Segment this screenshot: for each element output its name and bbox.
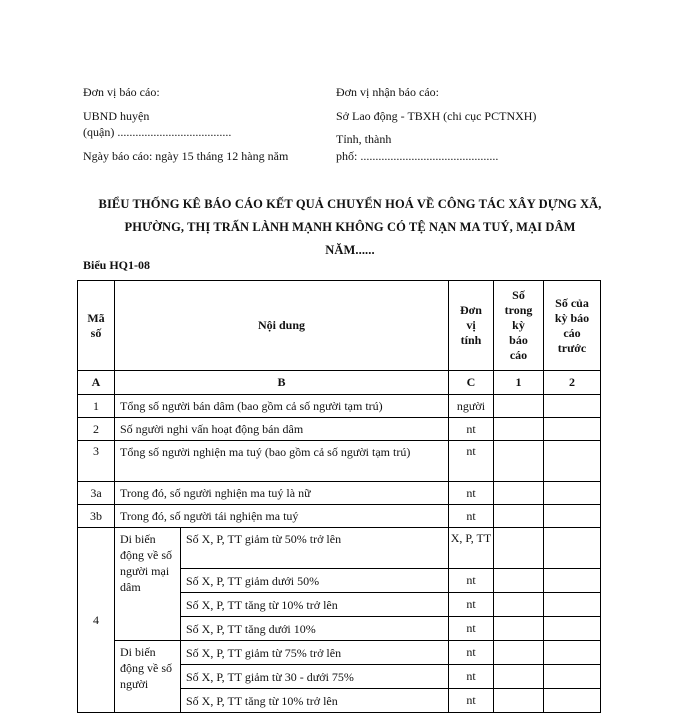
- group-sub2-label: Di biến động về số người: [115, 641, 181, 713]
- header-code: Mã số: [78, 281, 115, 371]
- table-row: [78, 505, 601, 528]
- row-content: Số X, P, TT tăng từ 10% trở lên: [181, 593, 449, 617]
- row-current-value[interactable]: [494, 441, 544, 482]
- table-row: [78, 528, 601, 569]
- letter-unit: C: [449, 371, 494, 395]
- letter-content: B: [115, 371, 449, 395]
- row-previous-value[interactable]: [544, 689, 601, 713]
- row-previous-value[interactable]: [544, 617, 601, 641]
- row-content: Số X, P, TT tăng từ 10% trở lên: [181, 689, 449, 713]
- header-previous: Số của kỳ báo cáo trước: [544, 281, 601, 371]
- row-unit: nt: [449, 641, 494, 665]
- row-current-value[interactable]: [494, 482, 544, 505]
- row-unit: nt: [449, 482, 494, 505]
- row-current-value[interactable]: [494, 593, 544, 617]
- group-code: 4: [78, 528, 115, 713]
- row-previous-value[interactable]: [544, 528, 601, 569]
- group-sub1-label: Di biến động về số người mại dâm: [115, 528, 181, 641]
- row-current-value[interactable]: [494, 395, 544, 418]
- row-code: 3: [78, 441, 115, 482]
- receiver-unit: Sở Lao động - TBXH (chi cục PCTNXH): [336, 109, 537, 123]
- row-content: Số X, P, TT giảm từ 30 - dưới 75%: [181, 665, 449, 689]
- row-previous-value[interactable]: [544, 482, 601, 505]
- row-code: 2: [78, 418, 115, 441]
- row-content: Trong đó, số người nghiện ma tuý là nữ: [115, 482, 449, 505]
- letter-current: 1: [494, 371, 544, 395]
- table-row: [78, 482, 601, 505]
- receiver-city-line1: Tỉnh, thành: [336, 132, 392, 146]
- row-unit: nt: [449, 665, 494, 689]
- row-code: 1: [78, 395, 115, 418]
- row-current-value[interactable]: [494, 418, 544, 441]
- row-previous-value[interactable]: [544, 569, 601, 593]
- row-unit: X, P, TT: [449, 528, 494, 569]
- header-content: Nội dung: [115, 281, 449, 371]
- row-content: Tổng số người nghiện ma tuý (bao gồm cả số người tạm trú): [115, 441, 449, 482]
- header-row: [78, 281, 601, 371]
- row-unit: nt: [449, 418, 494, 441]
- report-title: [60, 193, 640, 262]
- report-title-line1: BIỂU THỐNG KÊ BÁO CÁO KẾT QUẢ CHUYỂN HOÁ VỀ CÔNG TÁC XÂY DỰNG XÃ,: [98, 197, 602, 211]
- table-row: [78, 418, 601, 441]
- form-code: Biểu HQ1-08: [83, 258, 151, 272]
- row-content: Số X, P, TT giảm dưới 50%: [181, 569, 449, 593]
- row-previous-value[interactable]: [544, 441, 601, 482]
- row-content: Tổng số người bán dâm (bao gồm cả số người tạm trú): [115, 395, 449, 418]
- row-current-value[interactable]: [494, 641, 544, 665]
- sender-unit-line1: UBND huyện: [83, 109, 150, 123]
- table-row: [78, 395, 601, 418]
- sender-label: Đơn vị báo cáo:: [83, 85, 160, 99]
- row-previous-value[interactable]: [544, 665, 601, 689]
- row-content: Số X, P, TT tăng dưới 10%: [181, 617, 449, 641]
- table-row: [78, 441, 601, 482]
- row-unit: nt: [449, 569, 494, 593]
- row-unit: nt: [449, 593, 494, 617]
- row-code: 3a: [78, 482, 115, 505]
- header-unit: Đơn vị tính: [449, 281, 494, 371]
- letter-code: A: [78, 371, 115, 395]
- row-previous-value[interactable]: [544, 641, 601, 665]
- row-previous-value[interactable]: [544, 593, 601, 617]
- row-previous-value[interactable]: [544, 395, 601, 418]
- row-content: Trong đó, số người tái nghiện ma tuý: [115, 505, 449, 528]
- row-code: 3b: [78, 505, 115, 528]
- row-previous-value[interactable]: [544, 418, 601, 441]
- row-unit: nt: [449, 441, 494, 482]
- header-current: Số trong kỳ báo cáo: [494, 281, 544, 371]
- row-unit: nt: [449, 617, 494, 641]
- report-title-line2: PHƯỜNG, THỊ TRẤN LÀNH MẠNH KHÔNG CÓ TỆ NẠN MA TUÝ, MẠI DÂM: [124, 220, 576, 234]
- receiver-label: Đơn vị nhận báo cáo:: [336, 85, 439, 99]
- report-date: Ngày báo cáo: ngày 15 tháng 12 hàng năm: [83, 149, 289, 163]
- row-current-value[interactable]: [494, 665, 544, 689]
- sender-unit-line2: (quận) ......................................: [83, 125, 232, 139]
- row-unit: nt: [449, 505, 494, 528]
- row-current-value[interactable]: [494, 569, 544, 593]
- receiver-city-line2: phố: ..............................................: [336, 149, 499, 163]
- letter-previous: 2: [544, 371, 601, 395]
- table-row: [78, 641, 601, 665]
- row-content: Số X, P, TT giảm từ 75% trở lên: [181, 641, 449, 665]
- report-title-line3: NĂM......: [325, 243, 375, 257]
- statistics-table: [77, 280, 601, 713]
- row-content: Số người nghi vấn hoạt động bán dâm: [115, 418, 449, 441]
- row-current-value[interactable]: [494, 689, 544, 713]
- row-current-value[interactable]: [494, 528, 544, 569]
- row-content: Số X, P, TT giảm từ 50% trở lên: [181, 528, 449, 569]
- row-current-value[interactable]: [494, 505, 544, 528]
- row-unit: nt: [449, 689, 494, 713]
- row-current-value[interactable]: [494, 617, 544, 641]
- letter-row: [78, 371, 601, 395]
- row-previous-value[interactable]: [544, 505, 601, 528]
- row-unit: người: [449, 395, 494, 418]
